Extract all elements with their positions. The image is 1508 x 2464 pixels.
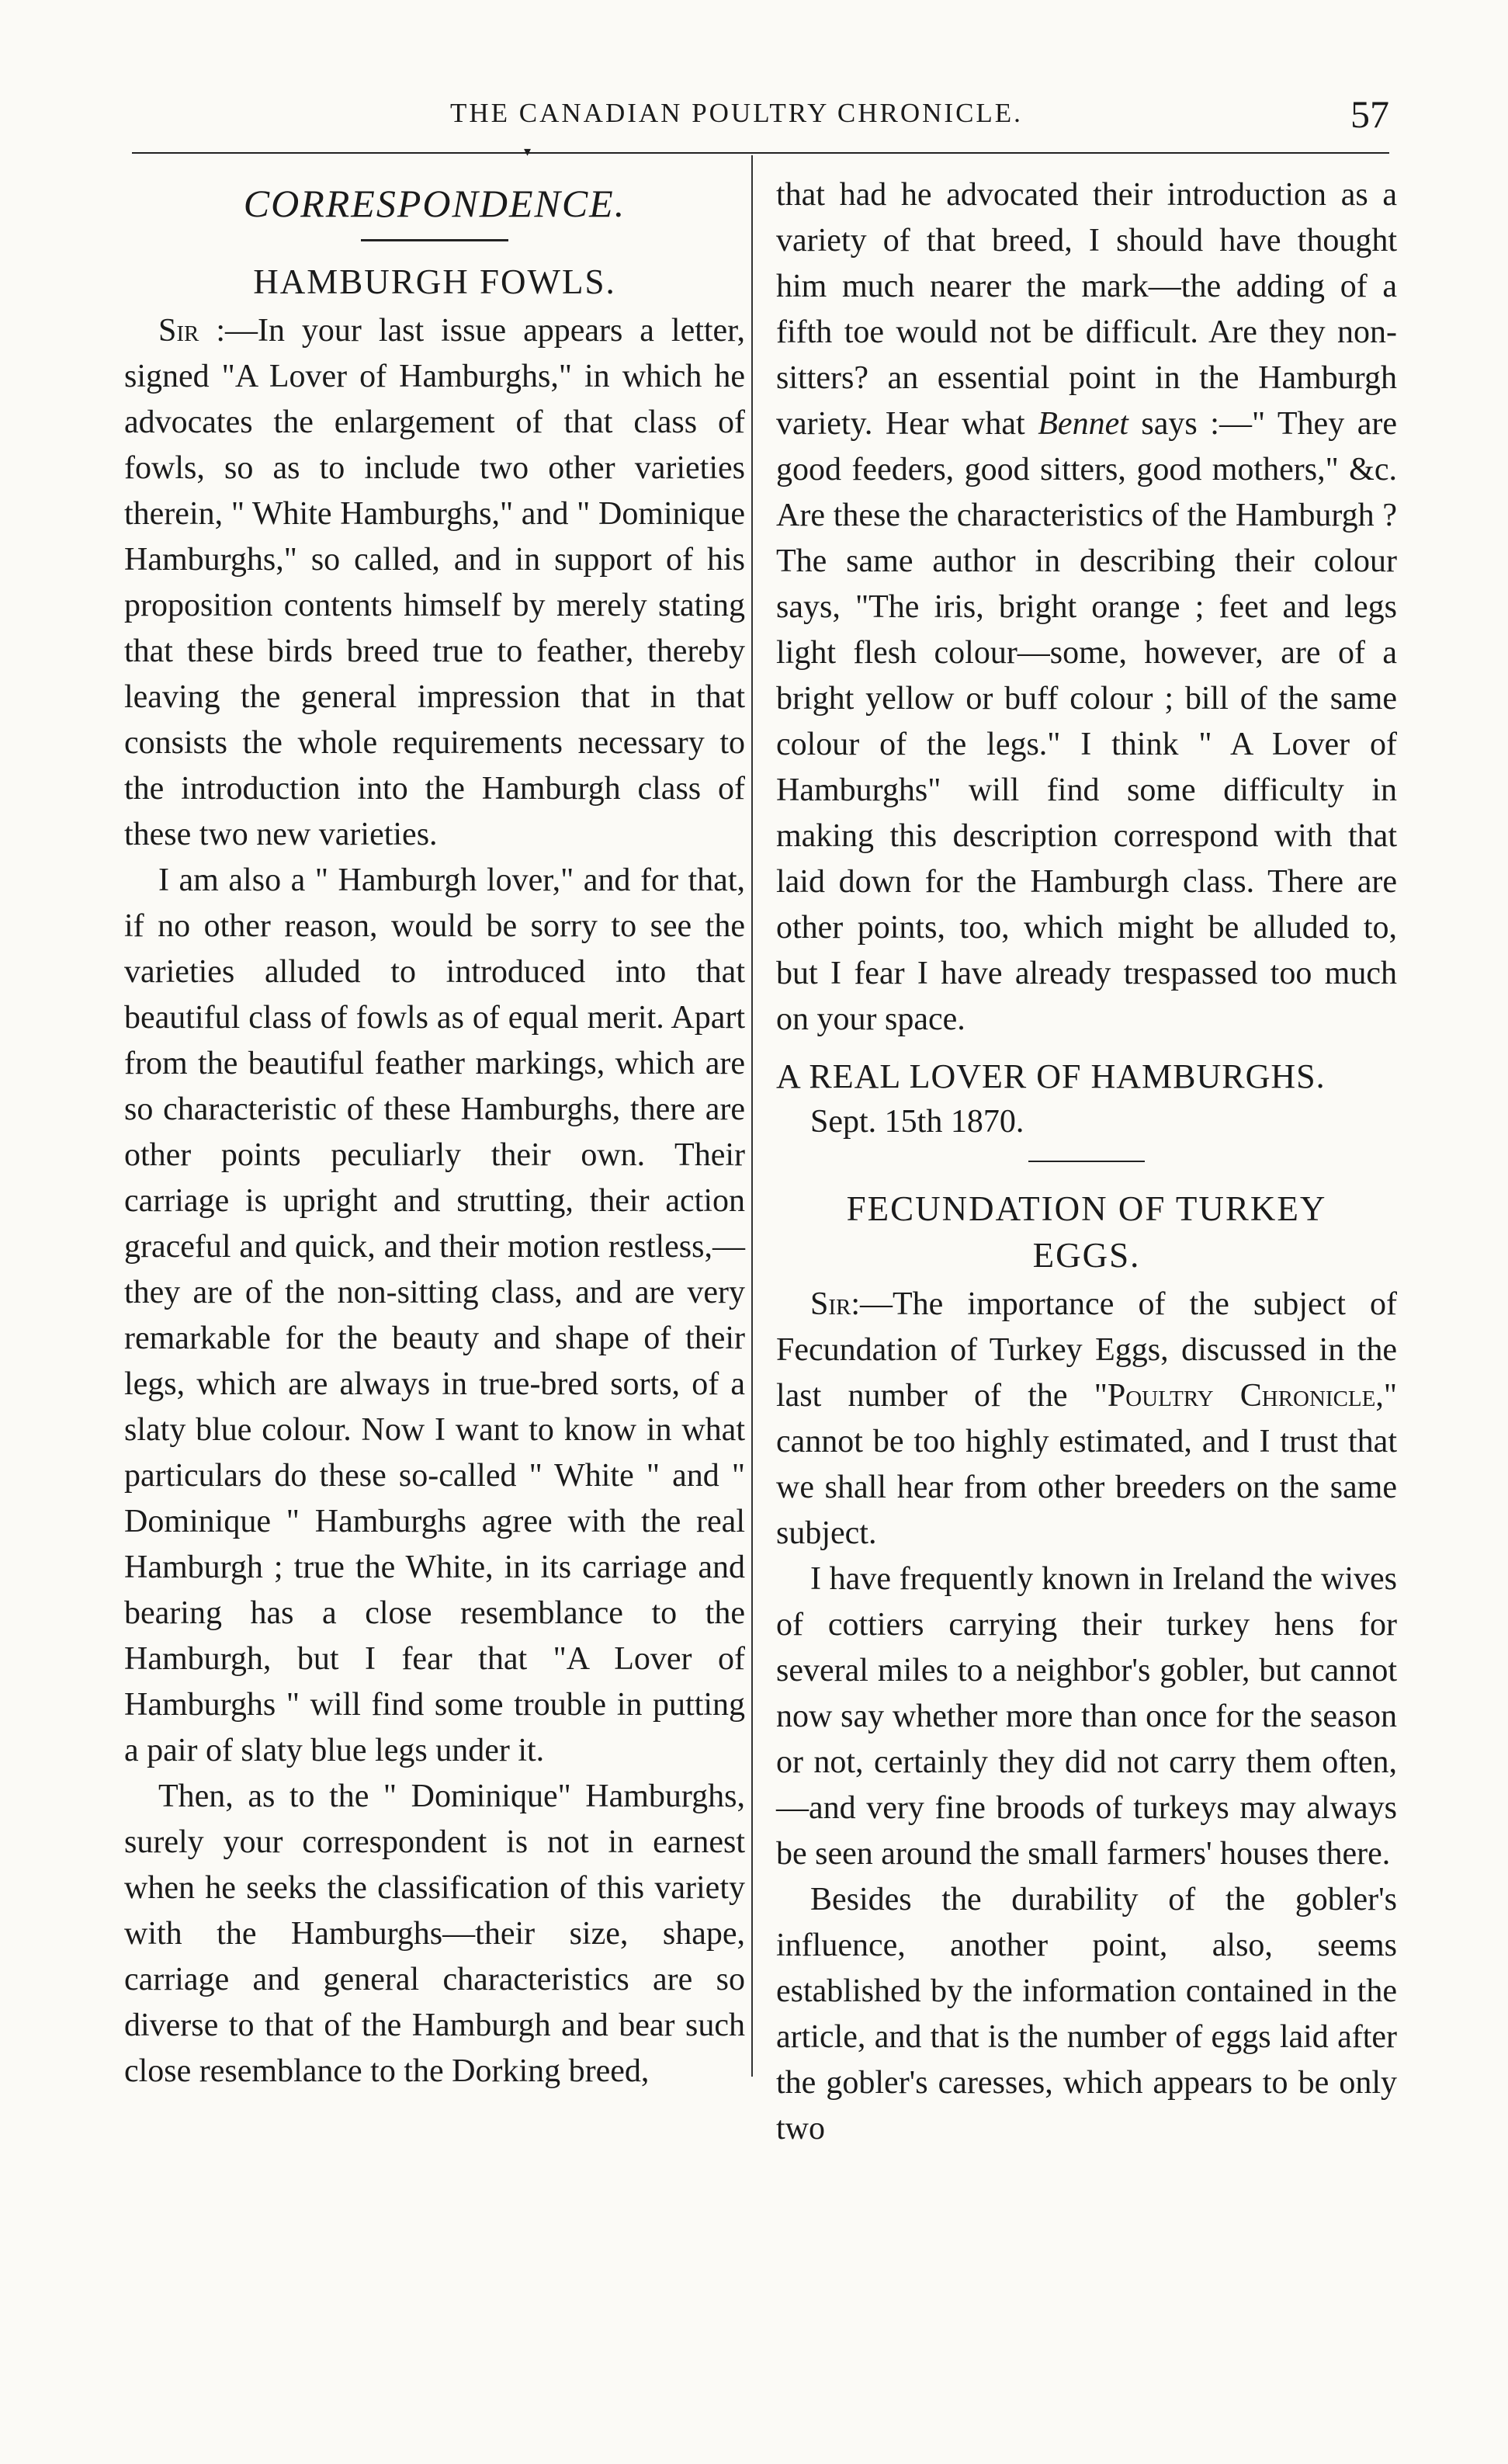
article1-paragraph-2: I am also a " Hamburgh lover," and for that, if no other reason, would be sorry to see the varieties alluded to introduced into that beautiful class of fowls as of equal merit. Apart from the beautiful feather markings, which are so characteristic of these Hamburghs, there are other points peculiarly their own. Their carriage is upright and strutting, their action graceful and quick, and their motion restless,—they are of the non-sitting class, and are very remarkable for the beauty and shape of their legs, which are always in true-bred sorts, of a slaty blue colour. Now I want to know in what particulars do these so-called " White " and " Dominique " Hamburghs agree with the real Hamburgh ; true the White, in its carriage and bearing has a close resemblance to the Hamburgh, but I fear that "A Lover of Hamburghs " will find some trouble in putting a pair of slaty blue legs under it. <box>124 862 745 1768</box>
author-name: Bennet <box>1038 406 1128 442</box>
article2-paragraph-2: I have frequently known in Ireland the wives of cottiers carrying their turkey hens for several miles to a neighbor's gobler, but cannot now say whether more than once for the season or not, certainly they did not carry them often, —and very fine broods of turkeys may always be seen around the small farmers' houses there. <box>776 1561 1397 1872</box>
article1-paragraph-3-continued: that had he advocated their introduction as a variety of that breed, I should have thought him much nearer the mark—the adding of a fifth toe would not be difficult. Are they non-sitters? an essential point in the Hamburgh variety. Hear what Bennet says :—" They are good feeders, good sitters, good mothers," &c. Are these the characteristics of the Hamburgh ? The same author in describing their colour says, "The iris, bright orange ; feet and legs light flesh colour—some, however, are of a bright yellow or buff colour ; bill of the same colour of the legs." I think " A Lover of Hamburghs" will find some difficulty in making this description correspond with that laid down for the Hamburgh class. There are other points, too, which might be alluded to, but I fear I have already trespassed too much on your space. <box>776 177 1398 1037</box>
page-header <box>132 92 1389 138</box>
section-rule <box>361 239 508 241</box>
section-title: CORRESPONDENCE. <box>243 182 626 225</box>
article1-date: Sept. 15th 1870. <box>810 1104 1024 1140</box>
article1-paragraph-1 <box>124 308 745 858</box>
salutation: Sir <box>810 1286 851 1322</box>
article1-signature: A REAL LOVER OF HAMBURGHS. <box>776 1057 1326 1095</box>
article-heading-hamburgh: HAMBURGH FOWLS. <box>253 262 616 301</box>
periodical-name: Poultry Chronicle <box>1107 1378 1376 1414</box>
page-number: 57 <box>1350 92 1389 136</box>
article-heading-fecundation: FECUNDATION OF TURKEY EGGS. <box>846 1189 1327 1275</box>
article1-paragraph-3: Then, as to the " Dominique" Hamburghs, surely your correspondent is not in earnest when he seeks the classification of this variety with the Hamburghs—their size, shape, carriage and general characteristics are so diverse to that of the Hamburgh and bear such close resemblance to the Dorking breed, <box>124 1779 745 2089</box>
paragraph-text: :—In your last issue appears a letter, signed "A Lover of Hamburghs," in which he advocates the enlargement of that class of fowls, so as to include two other varieties therein, " White Hamburghs," and " Dominique Hamburghs," so called, and in support of his proposition contents himself by merely stating that these birds breed true to feather, thereby leaving the general impression that in that consists the whole requirements necessary to the introduction into the Hamburgh class of these two new varieties. <box>124 313 745 852</box>
article2-paragraph-3: Besides the durability of the gobler's influence, another point, also, seems established by the information contained in the article, and that is the number of eggs laid after the gobler's caresses, which appears to be only two <box>776 1882 1397 2146</box>
rule-ornament: ▾ <box>524 144 532 159</box>
header-rule <box>132 144 1389 159</box>
running-title: THE CANADIAN POULTRY CHRONICLE. <box>450 98 1023 128</box>
article-separator-rule <box>1028 1161 1145 1162</box>
left-column <box>124 172 745 2094</box>
right-column <box>776 172 1397 2152</box>
column-divider <box>751 155 753 2077</box>
article2-paragraph-1: Sir:—The importance of the subject of Fecundation of Turkey Eggs, discussed in the last number of the "Poultry Chronicle," cannot be too highly estimated, and I trust that we shall hear from other breeders on the same subject. <box>776 1286 1398 1551</box>
salutation: Sir <box>158 313 199 349</box>
